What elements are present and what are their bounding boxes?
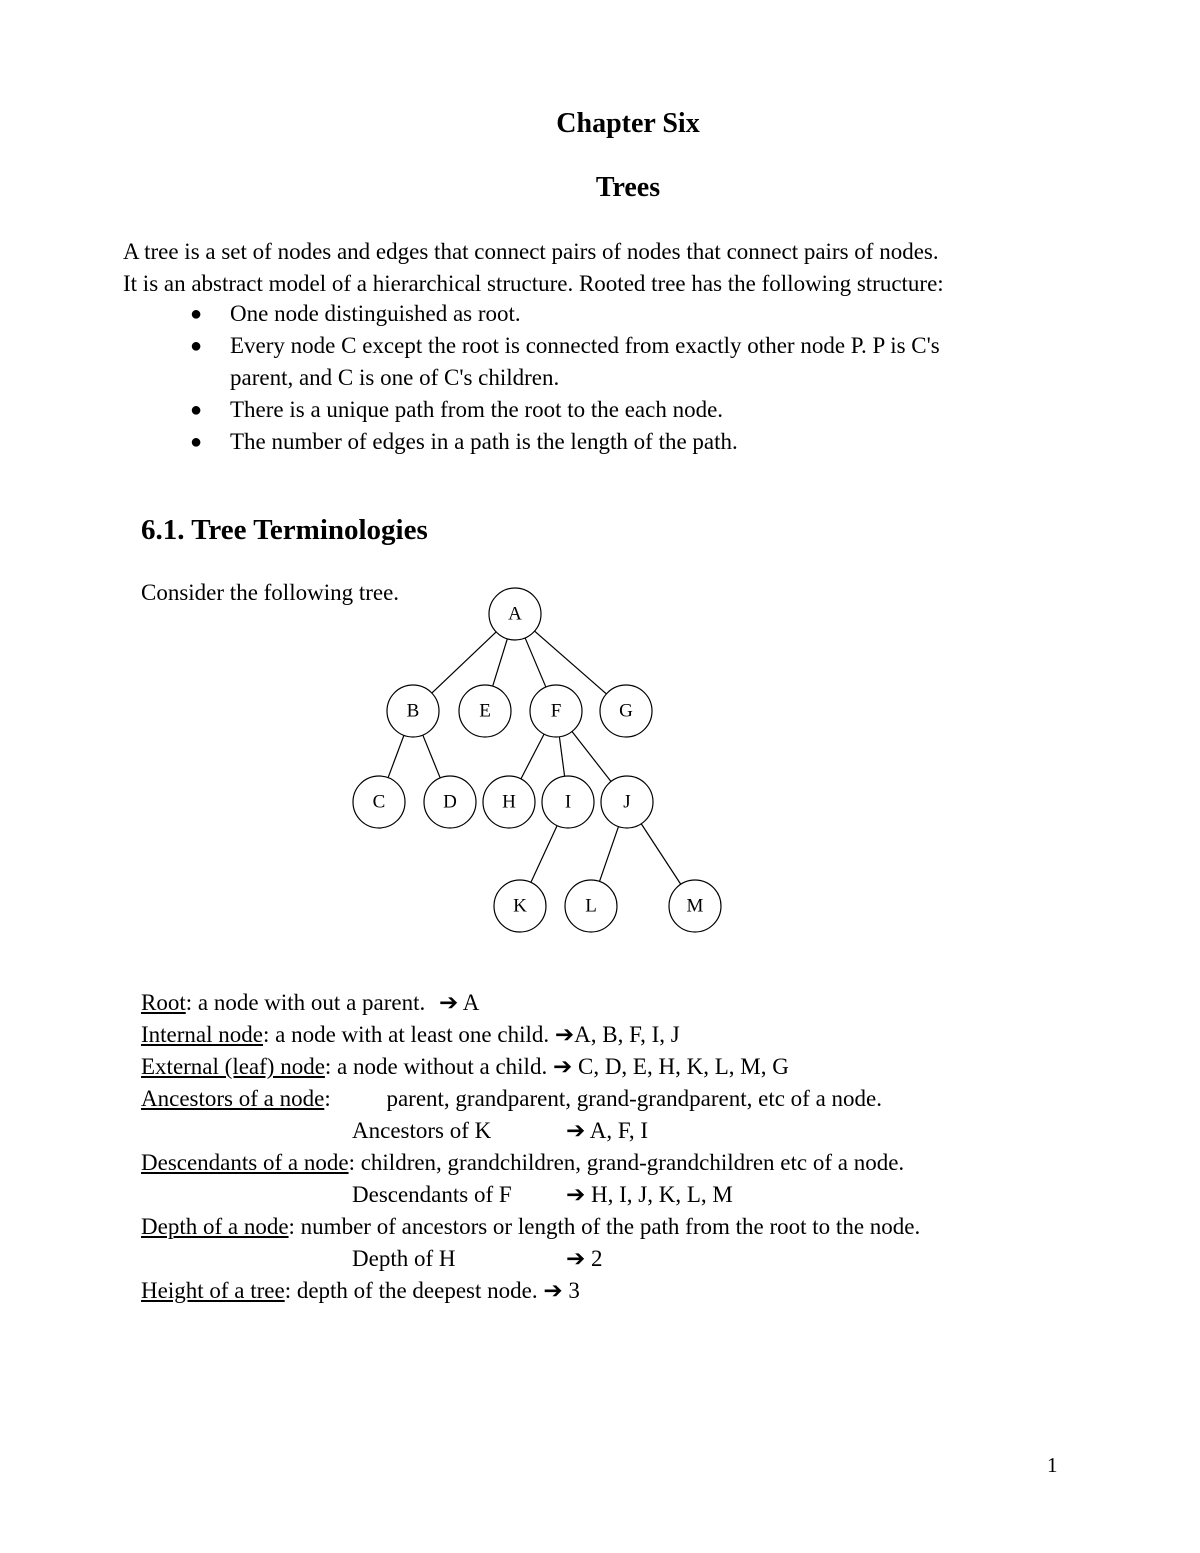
intro-line-2: It is an abstract model of a hierarchical structure. Rooted tree has the following structure: — [123, 271, 944, 296]
example-depth: Depth of H ➔ 2 — [352, 1246, 603, 1271]
tree-node-G — [600, 685, 652, 737]
bullet-icon: ● — [190, 431, 203, 453]
tree-edge-B-C — [388, 735, 404, 777]
svg-text:K: K — [513, 895, 527, 917]
svg-text:M: M — [686, 895, 704, 917]
svg-text:H: H — [502, 791, 516, 813]
definition-descendants: Descendants of a node: children, grandchildren, grand-grandchildren etc of a node. — [141, 1150, 905, 1175]
svg-text:J: J — [623, 791, 631, 813]
bullet-icon: ● — [190, 399, 203, 421]
tree-edge-F-J — [572, 731, 611, 781]
svg-text:C: C — [372, 791, 386, 813]
list-item: ● There is a unique path from the root to the each node. — [190, 394, 1090, 426]
definition-depth: Depth of a node: number of ancestors or length of the path from the root to the node. — [141, 1214, 921, 1239]
chapter-title: Chapter Six — [556, 108, 700, 139]
tree-node-F — [530, 685, 582, 737]
term-descendants: Descendants of a node — [141, 1150, 349, 1175]
svg-text:E: E — [479, 700, 491, 722]
tree-edge-A-F — [525, 638, 546, 687]
tree-edge-B-D — [423, 735, 440, 778]
tree-edge-J-M — [641, 824, 681, 884]
tree-edge-F-H — [521, 734, 544, 779]
tree-node-E — [459, 685, 511, 737]
tree-edge-A-B — [432, 632, 496, 693]
intro-line-1: A tree is a set of nodes and edges that connect pairs of nodes that connect pairs of nodes. — [123, 239, 939, 264]
tree-edge-J-L — [600, 827, 619, 882]
term-ancestors: Ancestors of a node — [141, 1086, 325, 1111]
chapter-subtitle: Trees — [595, 172, 661, 203]
tree-edge-I-K — [531, 826, 557, 883]
bullet-icon: ● — [190, 335, 203, 357]
tree-node-A — [489, 588, 541, 640]
svg-text:F: F — [550, 700, 562, 722]
definition-root: Root: a node with out a parent. ➔ A — [141, 990, 480, 1015]
definition-external-node: External (leaf) node: a node without a child. ➔ C, D, E, H, K, L, M, G — [141, 1054, 789, 1079]
svg-text:D: D — [443, 791, 457, 813]
svg-text:A: A — [508, 603, 522, 625]
arrow-icon: ➔ — [554, 1022, 575, 1047]
bullet-icon: ● — [190, 303, 203, 325]
tree-intro-text: Consider the following tree. — [141, 580, 400, 605]
example-ancestors: Ancestors of K ➔ A, F, I — [352, 1118, 648, 1143]
example-descendants: Descendants of F ➔ H, I, J, K, L, M — [352, 1182, 733, 1207]
svg-text:B: B — [406, 700, 420, 722]
tree-node-J — [601, 776, 653, 828]
svg-text:L: L — [585, 895, 597, 917]
tree-node-M — [669, 880, 721, 932]
tree-node-K — [494, 880, 546, 932]
tree-node-C — [353, 776, 405, 828]
arrow-icon: ➔ — [566, 1118, 586, 1143]
tree-node-L — [565, 880, 617, 932]
svg-text:G: G — [619, 700, 633, 722]
tree-node-I — [542, 776, 594, 828]
term-external-node: External (leaf) node — [141, 1054, 325, 1079]
list-item: ● The number of edges in a path is the length of the path. — [190, 426, 1090, 458]
definition-height: Height of a tree: depth of the deepest node. ➔ 3 — [141, 1278, 580, 1303]
list-item: ● One node distinguished as root. — [190, 298, 1090, 330]
tree-node-D — [424, 776, 476, 828]
definition-internal-node: Internal node: a node with at least one child. ➔A, B, F, I, J — [141, 1022, 680, 1047]
svg-text:I: I — [564, 791, 572, 813]
arrow-icon: ➔ — [552, 1054, 573, 1079]
tree-edge-F-I — [559, 737, 564, 776]
arrow-icon: ➔ — [439, 990, 459, 1015]
section-heading: 6.1. Tree Terminologies — [141, 514, 428, 546]
tree-node-H — [483, 776, 535, 828]
term-internal-node: Internal node — [141, 1022, 263, 1047]
tree-node-B — [387, 685, 439, 737]
page-number: 1 — [1047, 1453, 1058, 1477]
arrow-icon: ➔ — [543, 1278, 563, 1303]
term-depth: Depth of a node — [141, 1214, 289, 1239]
definition-ancestors: Ancestors of a node: parent, grandparent, grand-grandparent, etc of a node. — [141, 1086, 882, 1111]
term-height: Height of a tree — [141, 1278, 285, 1303]
term-root: Root — [141, 990, 186, 1015]
arrow-icon: ➔ — [566, 1182, 586, 1207]
arrow-icon: ➔ — [566, 1246, 586, 1271]
tree-edge-A-E — [493, 639, 508, 686]
list-item: ● Every node C except the root is connected from exactly other node P. P is C's parent, and C is one of C's children. — [190, 330, 1000, 394]
